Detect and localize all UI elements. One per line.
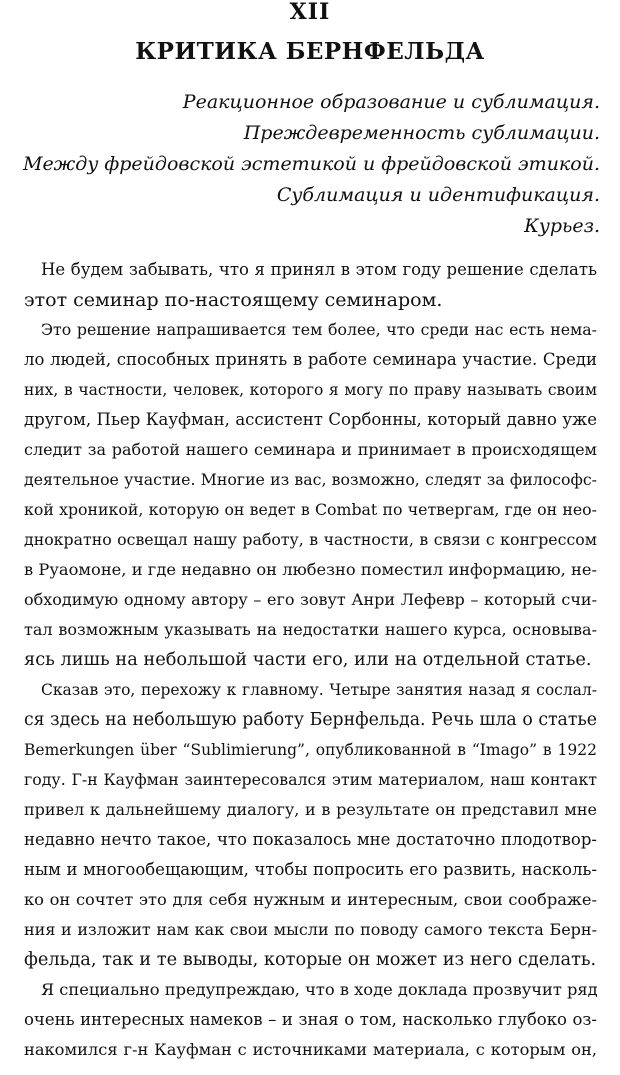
chapter-number: XII (289, 0, 331, 25)
paragraph-line: году. Г-н Кауфман заинтересовался этим материалом, наш контакт (24, 770, 597, 789)
paragraph-line: Не будем забывать, что я принял в этом году решение сделать (41, 260, 597, 279)
epigraph-line: Сублимация и идентификация. (276, 184, 600, 206)
paragraph-line: в Руаомоне, и где недавно он любезно поместил информацию, не- (24, 560, 597, 579)
epigraph-line: Преждевременность сублимации. (243, 122, 600, 144)
chapter-title: КРИТИКА БЕРНФЕЛЬДА (135, 38, 485, 65)
paragraph-line: деятельное участие. Многие из вас, возможно, следят за философс- (24, 470, 597, 489)
paragraph-line: Я специально предупреждаю, что в ходе доклада прозвучит ряд (41, 980, 598, 999)
paragraph-line: привел к дальнейшему диалогу, и в результате он представил мне (24, 800, 597, 819)
epigraph-line: Реакционное образование и сублимация. (182, 91, 600, 113)
epigraph-line: Курьез. (524, 215, 600, 237)
paragraph-line: обходимую одному автору – его зовут Анри Лефевр – который счи- (24, 590, 597, 609)
paragraph-line: этот семинар по-настоящему семинаром. (24, 289, 443, 311)
paragraph-line: Bemerkungen über “Sublimierung”, опубликованной в “Imago” в 1922 (24, 741, 597, 759)
paragraph-line: ным и многообещающим, чтобы попросить его развить, насколь- (24, 860, 597, 879)
paragraph-line: Сказав это, перехожу к главному. Четыре занятия назад я сослал- (41, 681, 597, 699)
paragraph-line: кой хроникой, которую он ведет в Combat по четвергам, где он нео- (24, 500, 597, 519)
paragraph-line: ло людей, способных принять в работе семинара участие. Среди (24, 350, 597, 369)
paragraph-line: них, в частности, человек, которого я могу по праву называть своим (24, 381, 597, 399)
epigraph-line: Между фрейдовской эстетикой и фрейдовской этикой. (22, 153, 600, 175)
paragraph-line: недавно нечто такое, что показалось мне достаточно плодотвор- (24, 830, 597, 849)
paragraph-line: очень интересных намеков – и зная о том, насколько глубоко оз- (24, 1010, 597, 1029)
paragraph-line: ко он сочтет это для себя нужным и интересным, свои соображе- (24, 890, 597, 909)
paragraph-line: ния и изложит нам как свои мысли по поводу самого текста Берн- (24, 920, 597, 939)
paragraph-line: другом, Пьер Кауфман, ассистент Сорбонны, который давно уже (24, 410, 597, 429)
paragraph-line: накомился г-н Кауфман с источниками материала, с которым он, (24, 1040, 597, 1059)
paragraph-line: следит за работой нашего семинара и принимает в происходящем (24, 440, 597, 459)
paragraph-line: ся здесь на небольшую работу Бернфельда. Речь шла о статье (24, 710, 597, 730)
paragraph-line: ясь лишь на небольшой части его, или на отдельной статье. (24, 650, 592, 670)
paragraph-line: Это решение напрашивается тем более, что среди нас есть нема- (41, 320, 597, 339)
paragraph-line: фельда, так и те выводы, которые он может из него сделать. (24, 950, 597, 970)
paragraph-line: тал возможным указывать на недостатки нашего курса, основыва- (24, 620, 597, 639)
paragraph-line: днократно освещал нашу работу, в частности, в связи с конгрессом (24, 530, 597, 549)
